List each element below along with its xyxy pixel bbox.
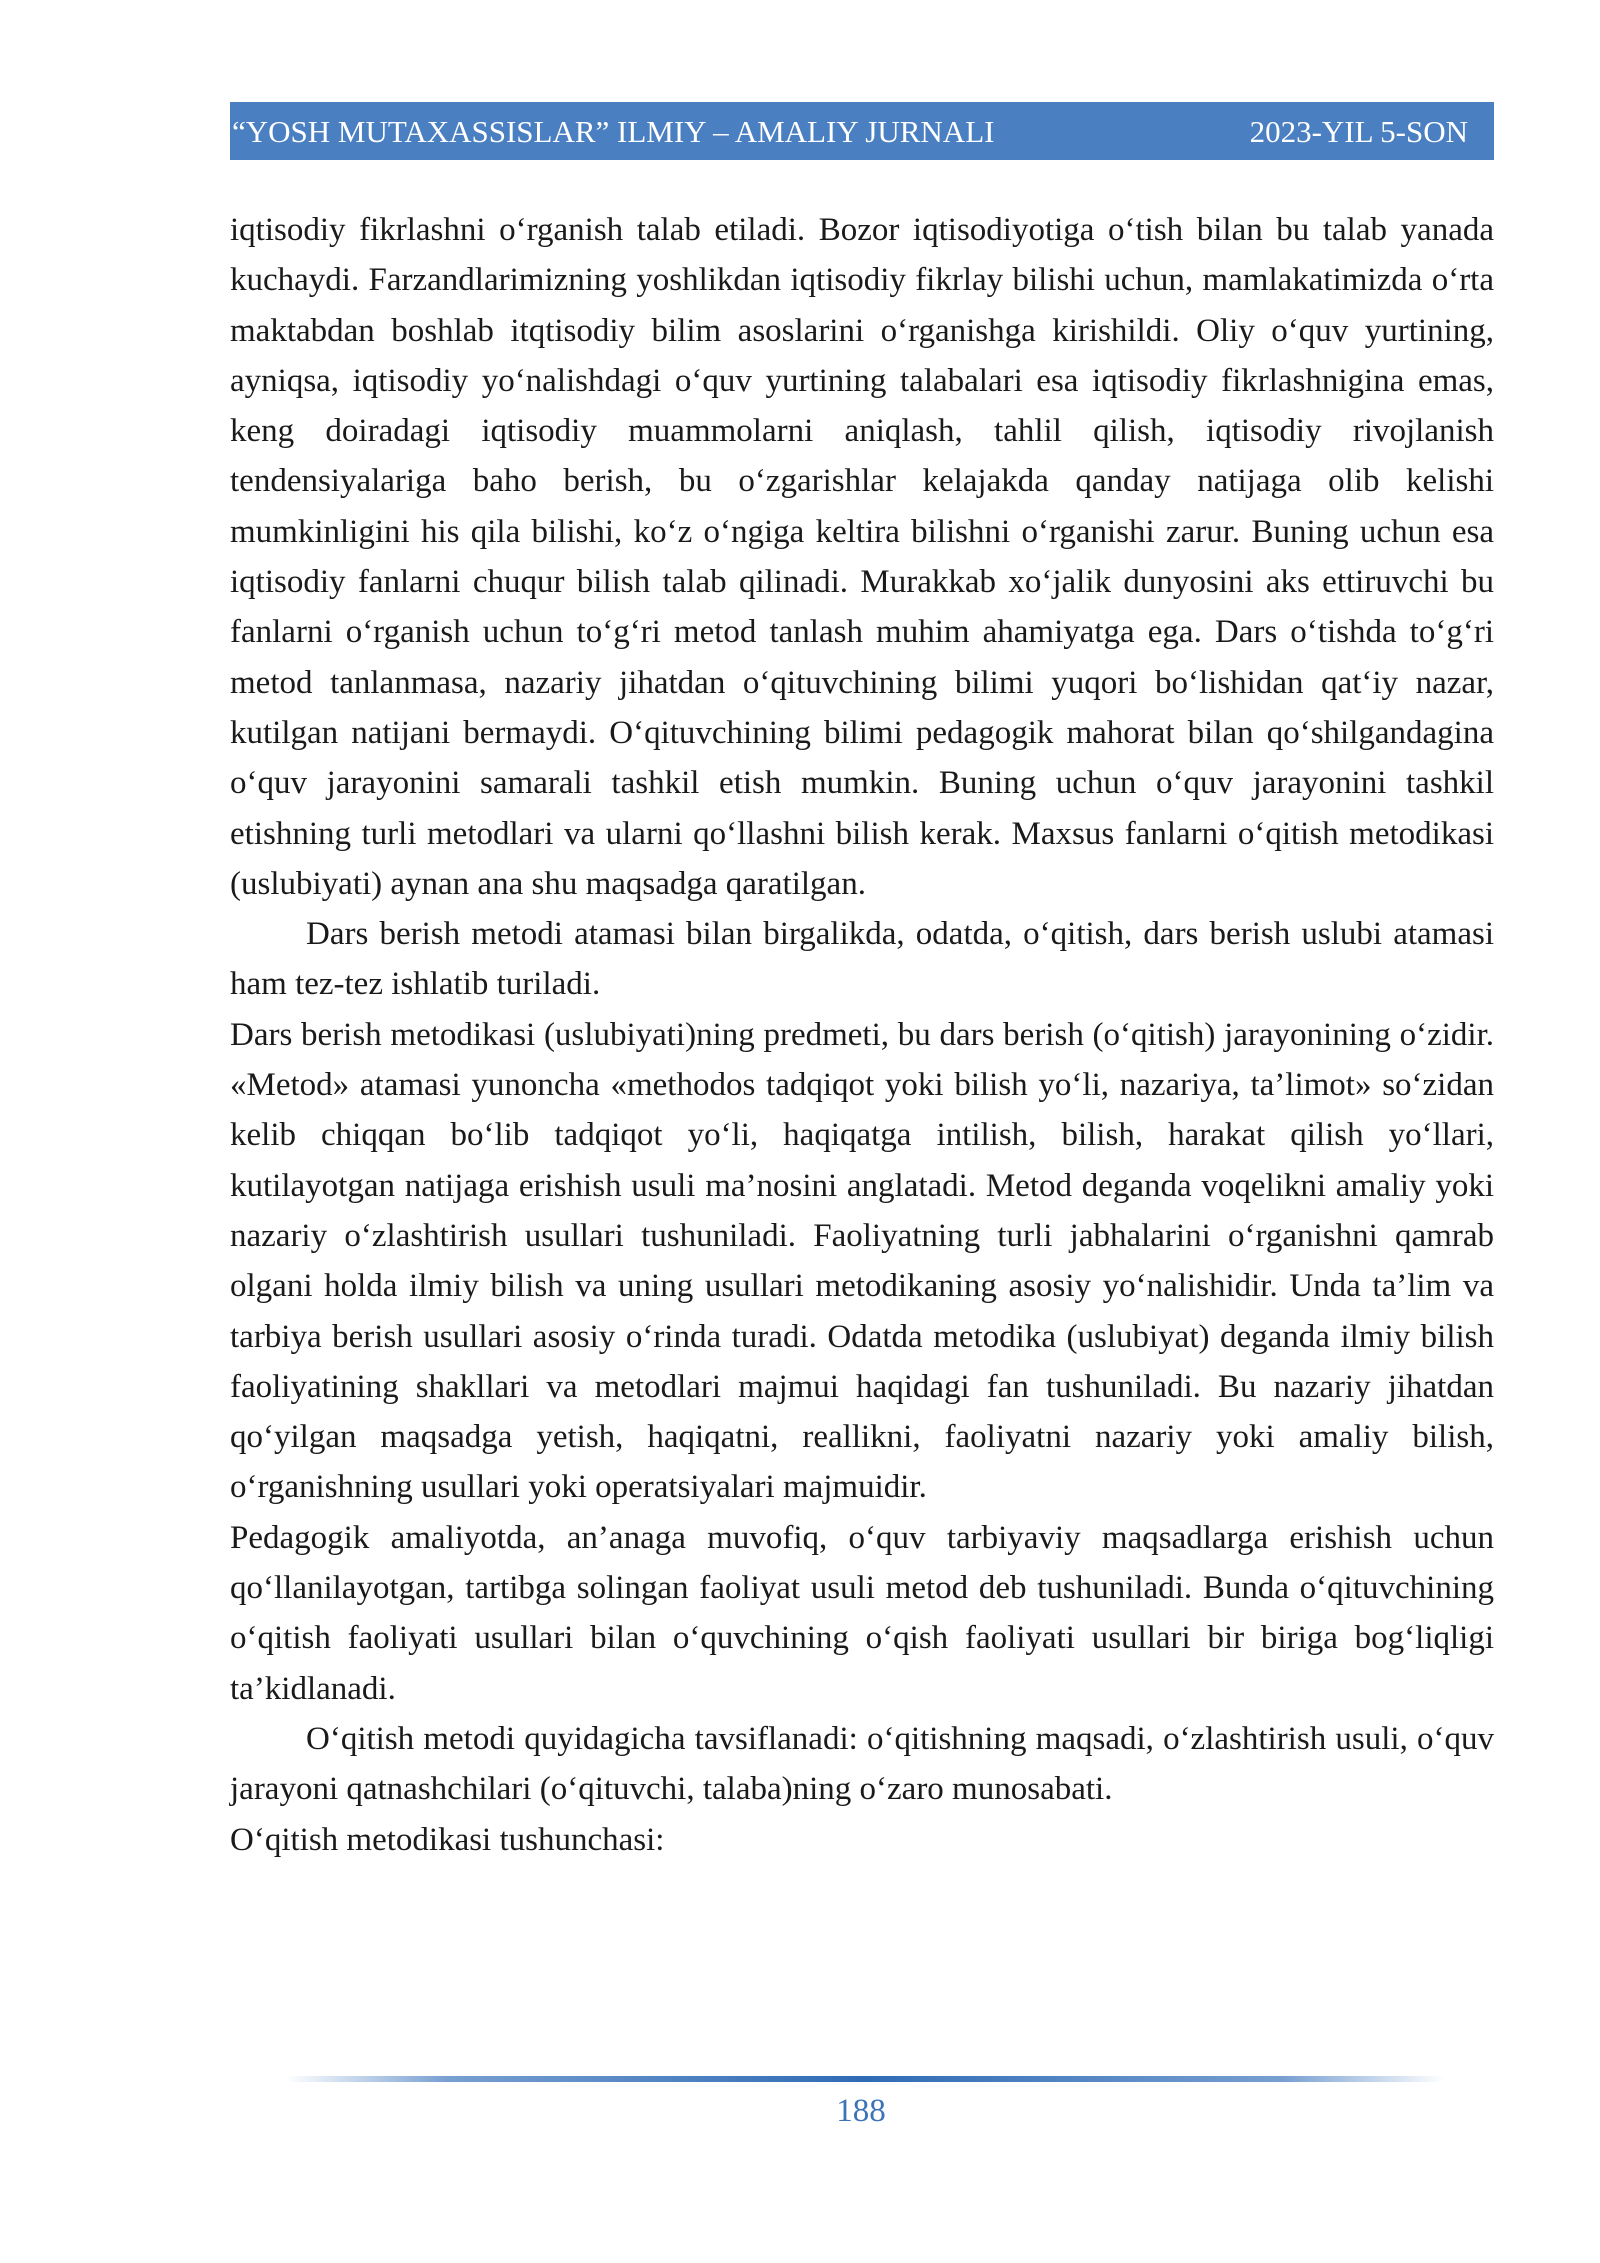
page-number: 188 <box>836 2093 886 2129</box>
paragraph-3: Dars berish metodikasi (uslubiyati)ning predmeti, bu dars berish (o‘qitish) jarayonining o‘zidir. «Metod» atamasi yunoncha «methodos tadqiqot yoki bilish yo‘li, nazariya, ta’limot» so‘zidan kelib chiqqan bo‘lib tadqiqot yo‘li, haqiqatga intilish, bilish, harakat qilish yo‘llari, kutilayotgan natijaga erishish usuli ma’nosini anglatadi. Metod deganda voqelikni amaliy yoki nazariy o‘zlashtirish usullari tushuniladi. Faoliyatning turli jabhalarini o‘rganishni qamrab olgani holda ilmiy bilish va uning usullari metodikaning asosiy yo‘nalishidir. Unda ta’lim va tarbiya berish usullari asosiy o‘rinda turadi. Odatda metodika (uslubiyat) deganda ilmiy bilish faoliyatining shakllari va metodlari majmui haqidagi fan tushuniladi. Bu nazariy jihatdan qo‘yilgan maqsadga yetish, haqiqatni, reallikni, faoliyatni nazariy yoki amaliy bilish, o‘rganishning usullari yoki operatsiyalari majmuidir. <box>230 1016 1494 1506</box>
paragraph-6: O‘qitish metodikasi tushunchasi: <box>230 1821 665 1858</box>
paragraph-1: iqtisodiy fikrlashni o‘rganish talab etiladi. Bozor iqtisodiyotiga o‘tish bilan bu talab yanada kuchaydi. Farzandlarimizning yoshlikdan iqtisodiy fikrlay bilishi uchun, mamlakatimizda o‘rta maktabdan boshlab itqtisodiy bilim asoslarini o‘rganishga kirishildi. Oliy o‘quv yurtining, ayniqsa, iqtisodiy yo‘nalishdagi o‘quv yurtining talabalari esa iqtisodiy fikrlashnigina emas, keng doiradagi iqtisodiy muammolarni aniqlash, tahlil qilish, iqtisodiy rivojlanish tendensiyalariga baho berish, bu o‘zgarishlar kelajakda qanday natijaga olib kelishi mumkinligini his qila bilishi, ko‘z o‘ngiga keltira bilishni o‘rganishi zarur. Buning uchun esa iqtisodiy fanlarni chuqur bilish talab qilinadi. Murakkab xo‘jalik dunyosini aks ettiruvchi bu fanlarni o‘rganish uchun to‘g‘ri metod tanlash muhim ahamiyatga ega. Dars o‘tishda to‘g‘ri metod tanlanmasa, nazariy jihatdan o‘qituvchining bilimi yuqori bo‘lishidan qat‘iy nazar, kutilgan natijani bermaydi. O‘qituvchining bilimi pedagogik mahorat bilan qo‘shilgandagina o‘quv jarayonini samarali tashkil etish mumkin. Buning uchun o‘quv jarayonini tashkil etishning turli metodlari va ularni qo‘llashni bilish kerak. Maxsus fanlarni o‘qitish metodikasi (uslubiyati) aynan ana shu maqsadga qaratilgan. <box>230 212 1494 902</box>
paragraph-2: Dars berish metodi atamasi bilan birgalikda, odatda, o‘qitish, dars berish uslubi atamasi ham tez-tez ishlatib turiladi. <box>230 916 1494 1003</box>
paragraph-5: O‘qitish metodi quyidagicha tavsiflanadi: o‘qitishning maqsadi, o‘zlashtirish usuli, o‘quv jarayoni qatnashchilari (o‘qituvchi, talaba)ning o‘zaro munosabati. <box>230 1720 1494 1808</box>
journal-title: “YOSH MUTAXASSISLAR” ILMIY – AMALIY JURNALI <box>232 113 995 149</box>
issue-label: 2023-YIL 5-SON <box>1249 113 1468 149</box>
article-body <box>230 205 1494 1865</box>
paragraph-4: Pedagogik amaliyotda, an’anaga muvofiq, o‘quv tarbiyaviy maqsadlarga erishish uchun qo‘llanilayotgan, tartibga solingan faoliyat usuli metod deb tushuniladi. Bunda o‘qituvchining o‘qitish faoliyati usullari bilan o‘quvchining o‘qish faoliyati usullari bir biriga bog‘liqligi ta’kidlanadi. <box>230 1519 1494 1707</box>
journal-header-bar <box>230 102 1494 160</box>
footer-divider <box>285 2076 1445 2082</box>
